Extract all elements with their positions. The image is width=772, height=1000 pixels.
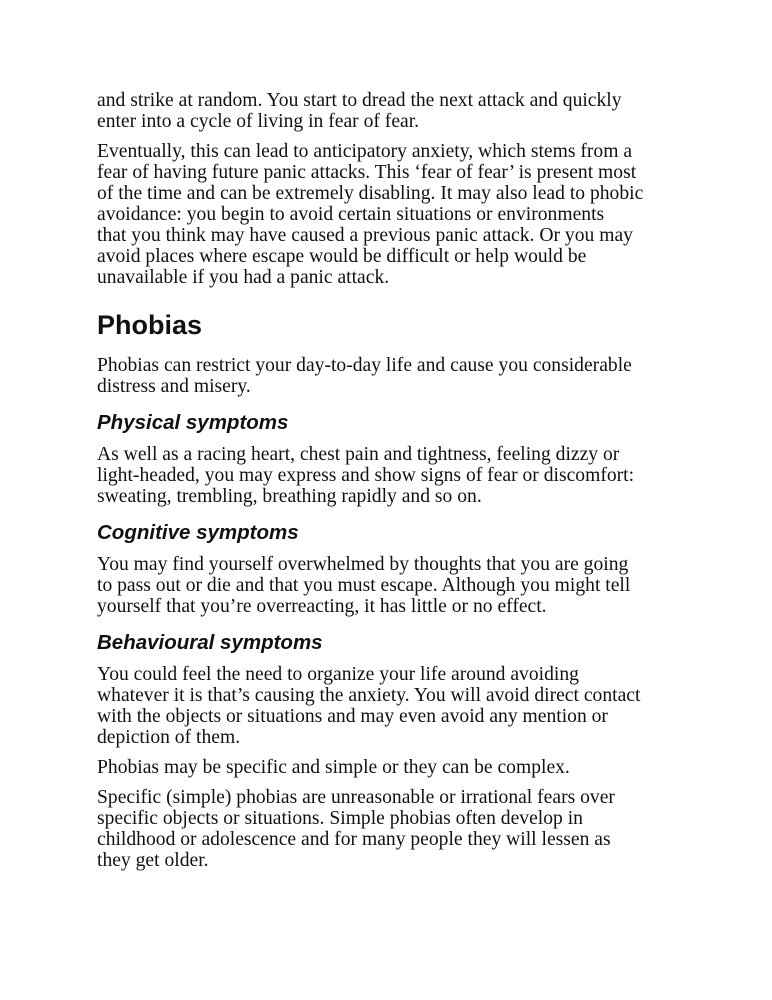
paragraph-phobia-types: Phobias may be specific and simple or they can be complex.	[97, 757, 570, 778]
heading-physical-symptoms: Physical symptoms	[97, 411, 289, 434]
heading-cognitive-symptoms: Cognitive symptoms	[97, 521, 299, 544]
paragraph-anticipatory-anxiety: Eventually, this can lead to anticipatory anxiety, which stems from a fear of having future panic attacks. This ‘fear of fear’ is present most of the time and can be extremely disabling. It may also lead to phobic avoidance: you begin to avoid certain situations or environments that you think may have caused a previous panic attack. Or you may avoid places where escape would be difficult or help would be unavailable if you had a panic attack.	[97, 141, 644, 288]
heading-phobias: Phobias	[97, 310, 203, 340]
document-page	[97, 90, 697, 880]
paragraph-physical-symptoms: As well as a racing heart, chest pain and tightness, feeling dizzy or light-headed, you may express and show signs of fear or discomfort: sweating, trembling, breathing rapidly and so on.	[97, 444, 635, 507]
heading-behavioural-symptoms: Behavioural symptoms	[97, 631, 323, 654]
paragraph-panic-cycle: and strike at random. You start to dread the next attack and quickly enter into a cycle of living in fear of fear.	[97, 90, 622, 132]
paragraph-behavioural-symptoms: You could feel the need to organize your life around avoiding whatever it is that’s causing the anxiety. You will avoid direct contact with the objects or situations and may even avoid any mention or depiction of them.	[97, 664, 641, 748]
paragraph-cognitive-symptoms: You may find yourself overwhelmed by thoughts that you are going to pass out or die and that you must escape. Although you might tell yourself that you’re overreacting, it has little or no effect.	[97, 554, 631, 617]
paragraph-phobias-intro: Phobias can restrict your day-to-day life and cause you considerable distress and misery.	[97, 355, 632, 397]
paragraph-specific-phobias: Specific (simple) phobias are unreasonable or irrational fears over specific objects or situations. Simple phobias often develop in childhood or adolescence and for many people they will lessen as they get older.	[97, 787, 615, 871]
